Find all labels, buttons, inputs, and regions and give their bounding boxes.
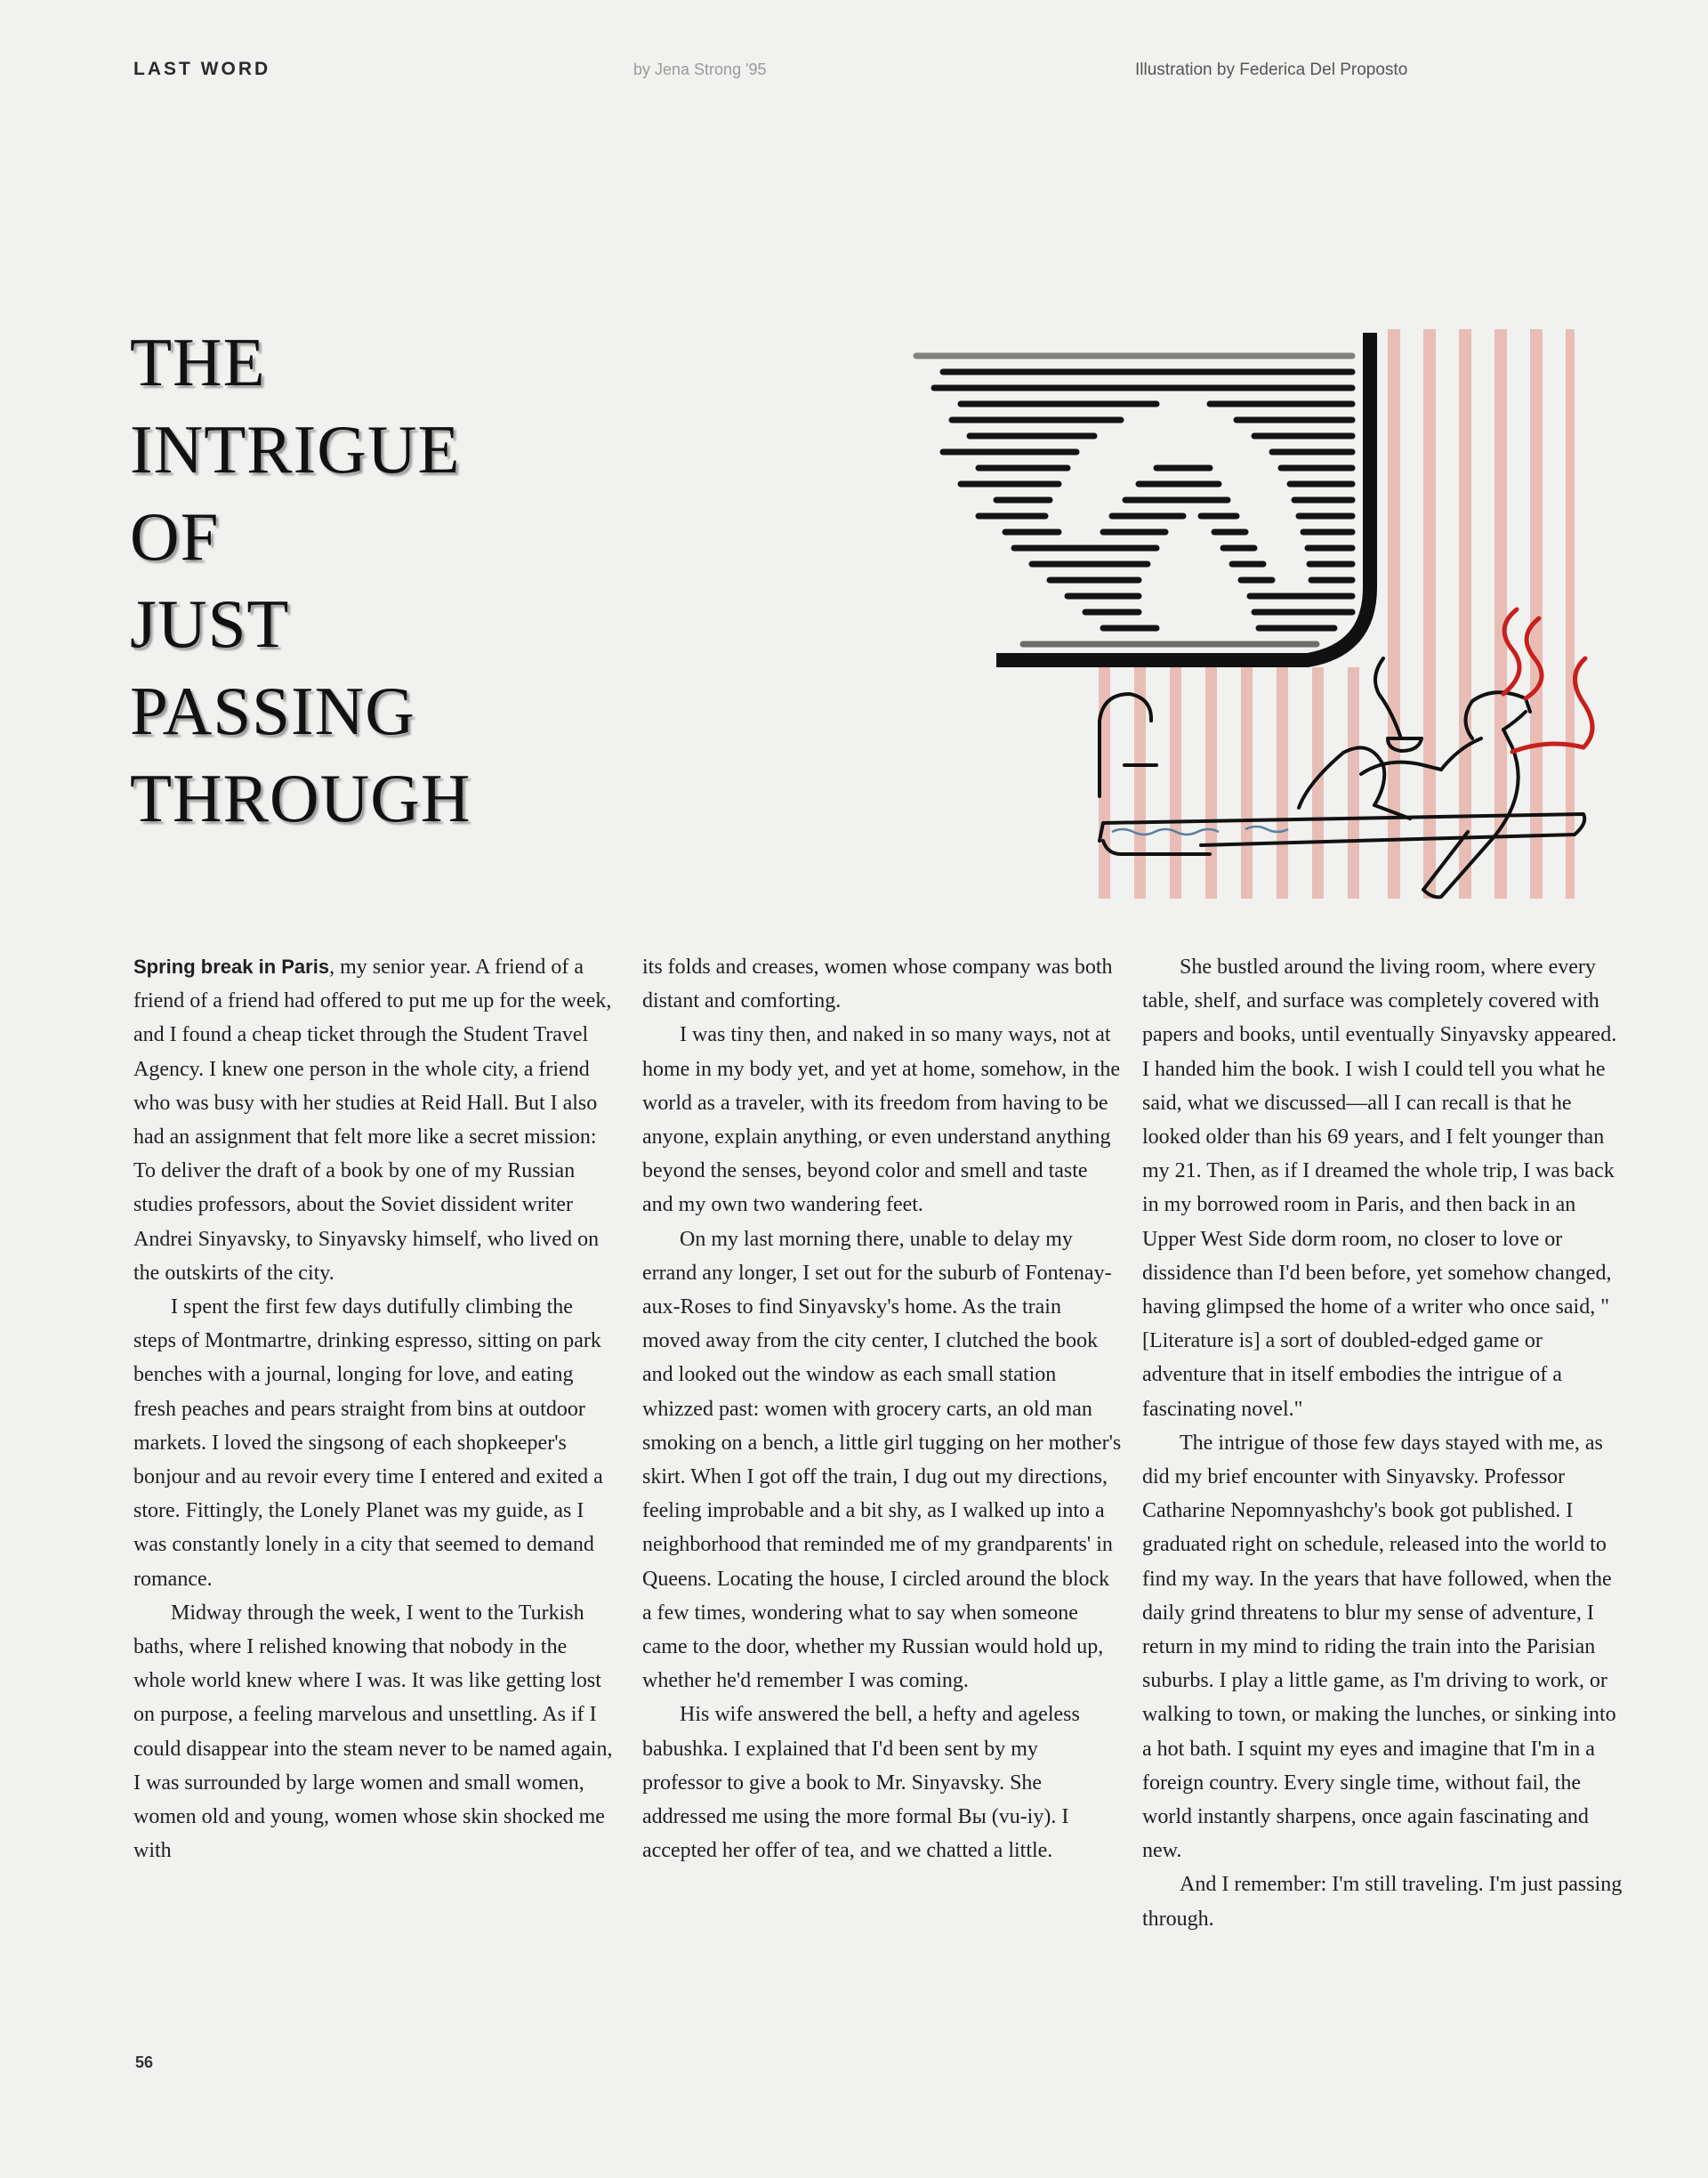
article-paragraph: I was tiny then, and naked in so many ways, not at home in my body yet, and yet at home, somehow, in the world as a traveler, with its freedom from having to be anyone, explain anything, or even understand anything beyond the senses, beyond color and smell and taste and my own two wandering feet. xyxy=(642,1023,1121,1217)
headline-line: INTRIGUE xyxy=(130,411,461,488)
article-paragraph: On my last morning there, unable to delay my errand any longer, I set out for the suburb of Fontenay-aux-Roses to find Sinyavsky's home. As the train moved away from the city center, I clutched the book and looked out the window as each small station whizzed past: women with grocery carts, an old man smoking on a bench, a little girl tugging on her mother's skirt. When I got off the train, I dug out my directions, feeling improbable and a bit shy, as I walked up into a neighborhood that reminded me of my grandparents' in Queens. Locating the house, I circled around the block a few times, wondering what to say when someone came to the door, whether my Russian would hold up, whether he'd remember I was coming. xyxy=(642,1227,1122,1693)
headline-line: JUST xyxy=(130,585,290,662)
headline-line: THROUGH xyxy=(130,760,471,836)
paragraph-text: , my senior year. A friend of a friend of a friend had offered to put me up for the week, and I found a cheap ticket through the Student Travel Agency. I knew one person in the whole city, a friend who was busy with her studies at Reid Hall. But I also had an assignment that felt more like a secret mission: To deliver the draft of a book by one of my Russian studies professors, about the Soviet dissident writer Andrei Sinyavsky, to Sinyavsky himself, who lived on the outskirts of the city. xyxy=(133,956,612,1285)
man-bathing-with-tea-illustration xyxy=(890,320,1601,908)
article-paragraph: I spent the first few days dutifully climbing the steps of Montmartre, drinking espresso, sitting on park benches with a journal, longing for love, and eating fresh peaches and pears straight from bins at outdoor markets. I loved the singsong of each shopkeeper's bonjour and au revoir every time I entered and exited a store. Fittingly, the Lonely Planet was my guide, as I was constantly lonely in a city that seemed to demand romance. xyxy=(133,1295,603,1591)
article-paragraph: And I remember: I'm still traveling. I'm just passing through. xyxy=(1142,1873,1623,1931)
headline-line: PASSING xyxy=(130,673,415,749)
section-label: LAST WORD xyxy=(133,59,271,79)
page-number: 56 xyxy=(135,2053,154,2071)
article-paragraph xyxy=(133,950,614,1290)
article-paragraph: its folds and creases, women whose company was both distant and comforting. xyxy=(642,956,1113,1013)
byline: by Jena Strong '95 xyxy=(633,60,767,78)
article-paragraph: His wife answered the bell, a hefty and ageless babushka. I explained that I'd been sent by my professor to give a book to Mr. Sinyavsky. She addressed me using the more formal Вы (vu-iy). I accepted her offer of tea, and we chatted a little. xyxy=(642,1703,1080,1863)
headline-line: OF xyxy=(130,498,220,575)
article-paragraph: The intrigue of those few days stayed with me, as did my brief encounter with Sinyavsky. Professor Catharine Nepomnyashchy's book got published. I graduated right on schedule, released into the world to find my way. In the years that have followed, when the daily grind threatens to blur my sense of adventure, I return in my mind to riding the train into the Parisian suburbs. I play a little game, as I'm driving to work, or walking to town, or making the lunches, or sinking into a hot bath. I squint my eyes and imagine that I'm in a foreign country. Every single time, without fail, the world instantly sharpens, once again fascinating and new. xyxy=(1142,1431,1616,1863)
headline-line: THE xyxy=(130,324,266,400)
article-column-2 xyxy=(642,950,1123,1867)
article-headline xyxy=(130,319,681,842)
illustration-credit: Illustration by Federica Del Proposto xyxy=(1135,60,1408,79)
page-header xyxy=(0,59,1708,85)
article-paragraph: Midway through the week, I went to the Turkish baths, where I relished knowing that nobody in the whole world knew where I was. It was like getting lost on purpose, a feeling marvelous and unsettling. As if I could disappear into the steam never to be named again, I was surrounded by large women and small women, women old and young, women whose skin shocked me with xyxy=(133,1601,613,1863)
lead-in: Spring break in Paris xyxy=(133,956,330,978)
article-column-1 xyxy=(133,950,614,1867)
article-paragraph: She bustled around the living room, where every table, shelf, and surface was completely covered with papers and books, until eventually Sinyavsky appeared. I handed him the book. I wish I could tell you what he said, what we discussed—all I can recall is that he looked older than his 69 years, and I felt younger than my 21. Then, as if I dreamed the whole trip, I was back in my borrowed room in Paris, and then back in an Upper West Side dorm room, no closer to love or dissidence than I'd been before, yet somehow changed, having glimpsed the home of a writer who once said, "[Literature is] a sort of doubled-edged game or adventure that in itself embodies the intrigue of a fascinating novel." xyxy=(1142,956,1617,1421)
article-column-3 xyxy=(1142,950,1623,1936)
